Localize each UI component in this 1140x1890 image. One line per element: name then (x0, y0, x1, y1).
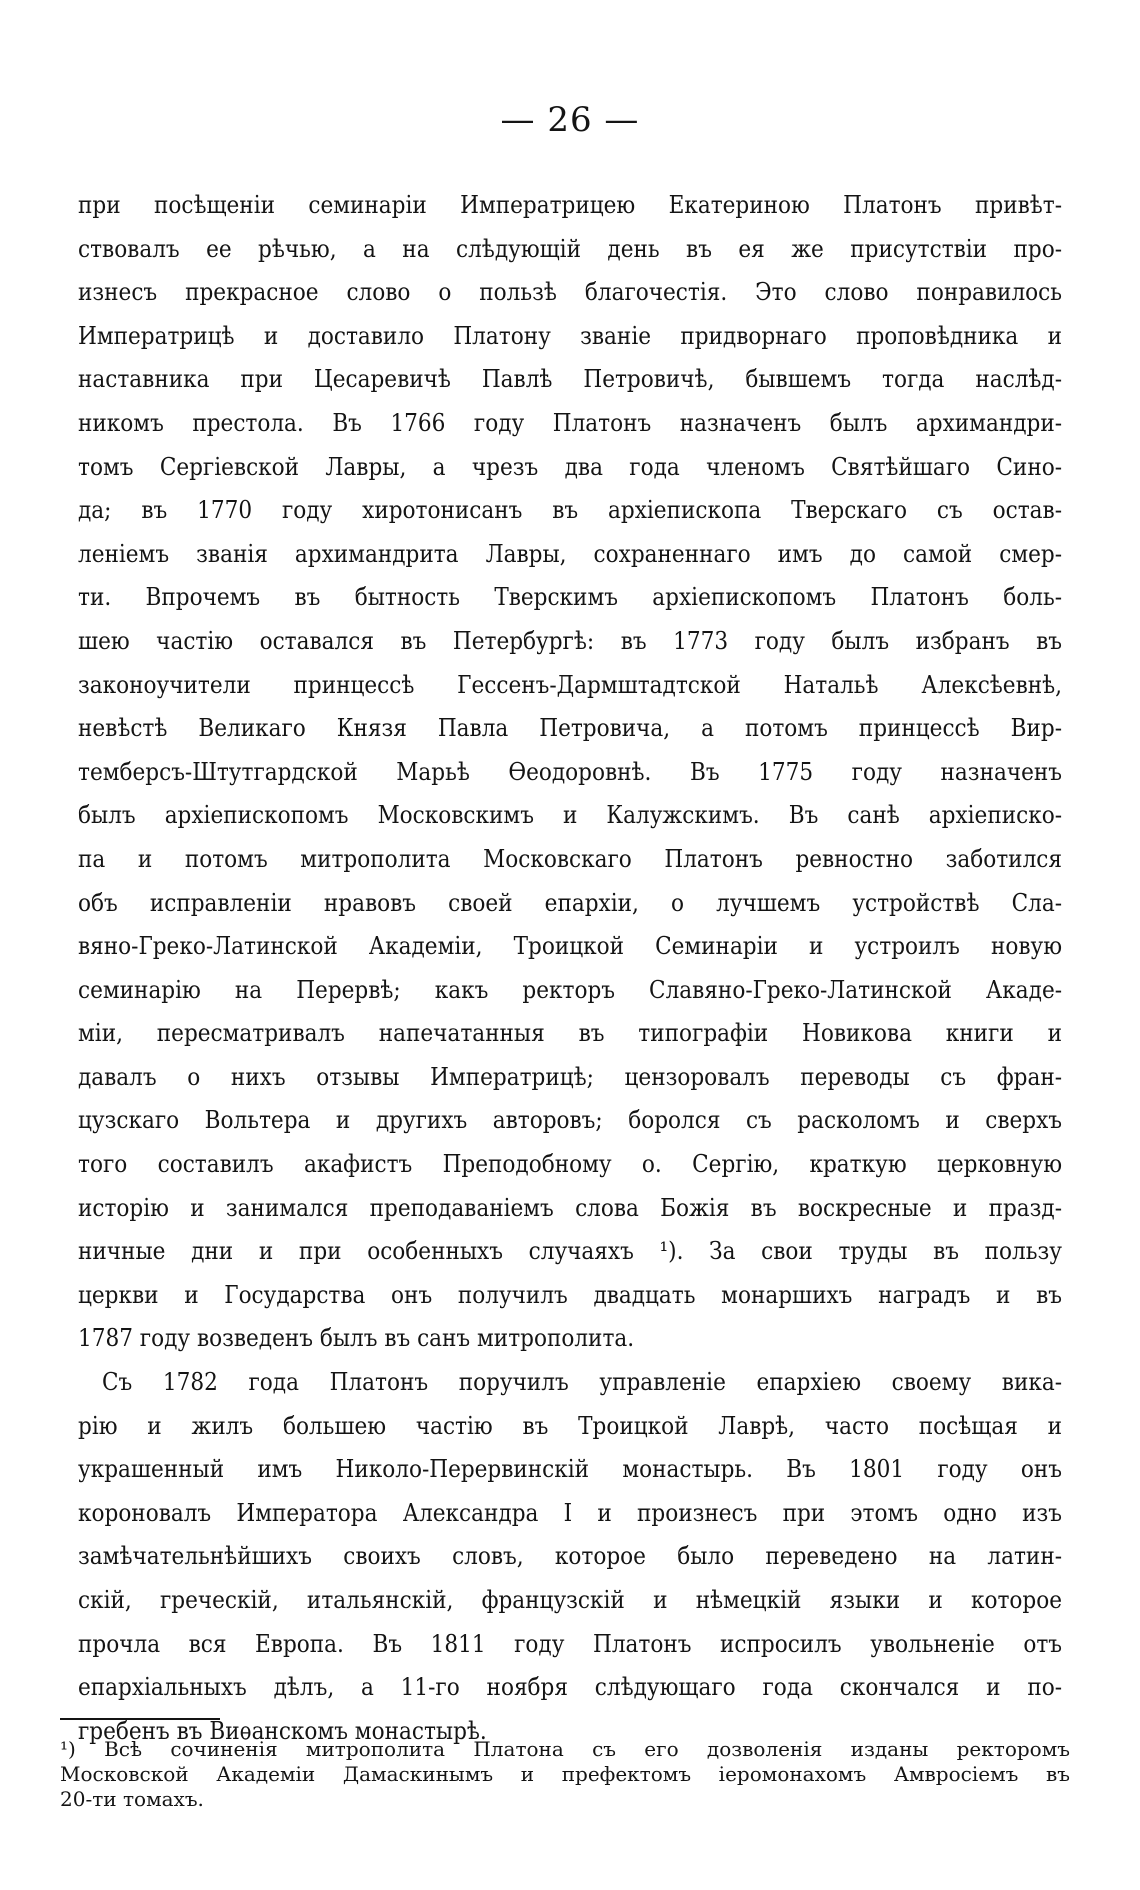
text-line: украшенный имъ Николо-Перервинскій монастырь. Въ 1801 году онъ (78, 1455, 1062, 1484)
text-line: Императрицѣ и доставило Платону званіе придворнаго проповѣдника и (78, 321, 1062, 350)
text-line: наставника при Цесаревичѣ Павлѣ Петровичѣ, бывшемъ тогда наслѣд- (78, 365, 1062, 394)
text-line: при посѣщеніи семинаріи Императрицею Екатериною Платонъ привѣт- (78, 191, 1062, 219)
text-line: гребенъ въ Виѳанскомъ монастырѣ. (78, 1716, 487, 1745)
text-line: леніемъ званія архимандрита Лавры, сохраненнаго имъ до самой смер- (78, 539, 1062, 568)
paragraph-1 (78, 184, 1062, 1361)
text-line: изнесъ прекрасное слово о пользѣ благочестія. Это слово понравилось (78, 278, 1062, 307)
text-line: шею частію оставался въ Петербургѣ: въ 1773 году былъ избранъ въ (78, 626, 1062, 655)
text-line: ствовалъ ее рѣчью, а на слѣдующій день въ ея же присутствіи про- (78, 234, 1062, 263)
text-line: да; въ 1770 году хиротонисанъ въ архіепископа Тверскаго съ остав- (78, 496, 1062, 525)
footnote-line: Московской Академіи Дамаскинымъ и префектомъ іеромонахомъ Амвросіемъ въ (60, 1762, 1070, 1786)
page-number: — 26 — (500, 100, 640, 140)
text-line: невѣстѣ Великаго Князя Павла Петровича, а потомъ принцессѣ Вир- (78, 714, 1062, 743)
text-line: рію и жилъ большею частію въ Троицкой Лаврѣ, часто посѣщая и (78, 1411, 1062, 1440)
text-line: того составилъ акафистъ Преподобному о. Сергію, краткую церковную (78, 1150, 1062, 1179)
footnote-divider (60, 1718, 220, 1720)
text-line: 1787 году возведенъ былъ въ санъ митрополита. (78, 1324, 635, 1353)
text-line: объ исправленіи нравовъ своей епархіи, о лучшемъ устройствѣ Сла- (78, 888, 1062, 917)
text-line: церкви и Государства онъ получилъ двадцать монаршихъ наградъ и въ (78, 1280, 1062, 1309)
text-line: замѣчательнѣйшихъ своихъ словъ, которое было переведено на латин- (78, 1542, 1062, 1571)
text-line: цузскаго Вольтера и другихъ авторовъ; боролся съ расколомъ и сверхъ (78, 1106, 1062, 1135)
text-line: прочла вся Европа. Въ 1811 году Платонъ испросилъ увольненіе отъ (78, 1629, 1062, 1658)
text-line: міи, пересматривалъ напечатанныя въ типографіи Новикова книги и (78, 1019, 1062, 1048)
footnotes (60, 1737, 1070, 1812)
text-line: никомъ престола. Въ 1766 году Платонъ назначенъ былъ архимандри- (78, 408, 1062, 437)
body-text (78, 184, 1062, 1753)
text-line: семинарію на Перервѣ; какъ ректоръ Славяно-Греко-Латинской Акаде- (78, 975, 1062, 1004)
text-line: па и потомъ митрополита Московскаго Платонъ ревностно заботился (78, 844, 1062, 873)
footnote-line: 20-ти томахъ. (60, 1787, 204, 1811)
text-line: ти. Впрочемъ въ бытность Тверскимъ архіепископомъ Платонъ боль- (78, 583, 1062, 612)
text-line: законоучители принцессѣ Гессенъ-Дармштадтской Натальѣ Алексѣевнѣ, (78, 670, 1062, 699)
text-line: давалъ о нихъ отзывы Императрицѣ; цензоровалъ переводы съ фран- (78, 1062, 1062, 1091)
paragraph-2 (78, 1361, 1062, 1753)
text-line: томъ Сергіевской Лавры, а чрезъ два года членомъ Святѣйшаго Сино- (78, 452, 1062, 481)
text-line: епархіальныхъ дѣлъ, а 11-го ноября слѣдующаго года скончался и по- (78, 1673, 1062, 1702)
text-line: исторію и занимался преподаваніемъ слова Божія въ воскресные и празд- (78, 1193, 1062, 1222)
text-line: ничные дни и при особенныхъ случаяхъ ¹). За свои труды въ пользу (78, 1237, 1062, 1266)
text-line: былъ архіепископомъ Московскимъ и Калужскимъ. Въ санѣ архіеписко- (78, 801, 1062, 830)
text-line: короновалъ Императора Александра I и произнесъ при этомъ одно изъ (78, 1498, 1062, 1527)
text-line: вяно-Греко-Латинской Академіи, Троицкой Семинаріи и устроилъ новую (78, 932, 1062, 961)
footnote-line: ¹) Всѣ сочиненія митрополита Платона съ его дозволенія изданы ректоромъ (60, 1737, 1070, 1761)
text-line: Съ 1782 года Платонъ поручилъ управленіе епархіею своему вика- (102, 1368, 1062, 1397)
text-line: скій, греческій, итальянскій, французскій и нѣмецкій языки и которое (78, 1586, 1062, 1614)
text-line: темберсъ-Штутгардской Марьѣ Ѳеодоровнѣ. Въ 1775 году назначенъ (78, 757, 1062, 786)
